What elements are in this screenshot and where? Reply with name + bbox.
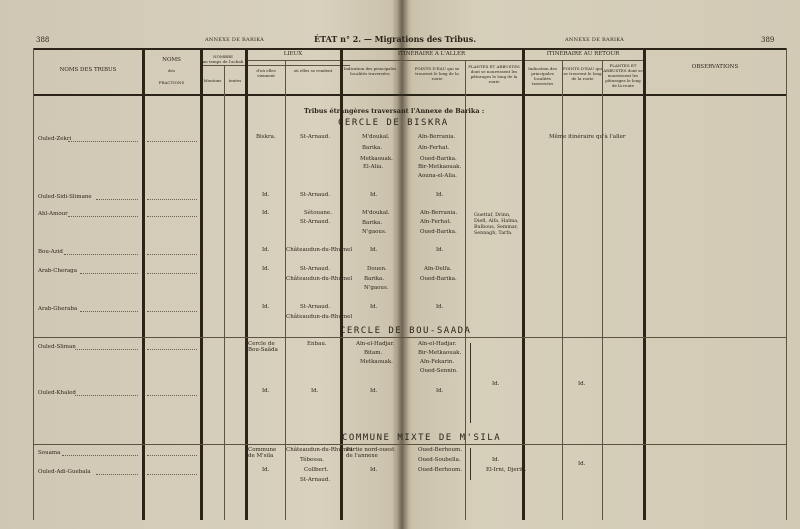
row-ouled-adi-guebala: Ouled-Adi-Guebala <box>38 469 91 475</box>
rule <box>786 48 787 520</box>
leader-dots <box>147 455 197 456</box>
cell-el-alia: El-Alia. <box>363 164 384 170</box>
row-arab-gheraba: Arab-Gheraba <box>38 306 78 312</box>
cell-tebessa: Tébessa. <box>300 457 324 463</box>
retour-subrule <box>525 60 645 61</box>
rule <box>465 60 466 520</box>
cell-chateaudun: Châteaudun-du-Rhumel <box>286 447 353 453</box>
brace <box>470 343 471 423</box>
cell-chateaudun: Châteaudun-du-Rhumel <box>286 276 353 282</box>
col-itineraire-aller: ITINÉRAIRE A L'ALLER <box>397 51 466 57</box>
cell-ngaous: N'gaous. <box>364 285 389 291</box>
col-retour-plantes: PLANTES ET ARBUSTES dont se nourrissent les pâturages le long de la route <box>603 63 643 88</box>
cell-id: Id. <box>436 247 444 253</box>
rule <box>33 48 34 520</box>
row-ouled-khaled: Ouled-Khaled <box>38 390 76 396</box>
cell-id: Id. <box>370 247 378 253</box>
cell-oued-barika: Oued-Barika. <box>420 229 457 235</box>
cell-chateaudun: Châteaudun-du-Rhumel <box>286 247 353 253</box>
cell-id: Id. <box>262 247 270 253</box>
col-tentes: tentes <box>228 78 242 83</box>
cell-aouna-el-alia: Aouna-el-Alia. <box>418 173 457 179</box>
rule <box>522 48 525 520</box>
row-ahl-amour: Ahl-Amour <box>38 211 68 217</box>
leader-dots <box>147 216 197 217</box>
col-retour-points: POINTS D'EAU qui se trouvent le long de la route <box>563 66 602 81</box>
row-bou-azid: Bou-Azid <box>38 249 63 255</box>
cell-oued-barika: Oued-Barika. <box>420 156 457 162</box>
cell-bir-metkaouak: Bir-Metkaouak. <box>418 350 462 356</box>
cell-id: Id. <box>311 388 319 394</box>
leader-dots <box>62 455 138 456</box>
cell-id: Id. <box>492 457 500 463</box>
cell-partie-nord: Partie nord-ouest de l'annexe <box>346 447 395 459</box>
cell-id: Id. <box>436 192 444 198</box>
leader-dots <box>147 349 197 350</box>
leader-dots <box>68 216 138 217</box>
nombre-subrule <box>200 65 350 66</box>
cell-ain-el-hadjar-2: Aïn-el-Hadjar. <box>418 341 457 347</box>
cell-id: Id. <box>262 304 270 310</box>
brace <box>470 448 471 480</box>
cell-el-irni: El-Irni, Djeriil. <box>486 467 527 473</box>
rule <box>142 48 145 520</box>
cell-id: Id. <box>370 467 378 473</box>
cell-enbau: Enbau. <box>307 341 327 347</box>
banner-cercle-biskra: CERCLE DE BISKRA <box>338 118 449 128</box>
row-souama: Souama <box>38 450 61 456</box>
leader-dots <box>147 474 197 475</box>
col-noms-tribus: NOMS DES TRIBUS <box>59 67 117 73</box>
cell-st-arnaud: St-Arnaud. <box>300 304 331 310</box>
cell-biskra: Biskra. <box>256 134 276 140</box>
cell-ain-berrania: Aïn-Berrania. <box>420 210 458 216</box>
section-title: Tribus étrangères traversant l'Annexe de Barika : <box>304 107 485 115</box>
cell-id: Id. <box>262 388 270 394</box>
table-top-rule <box>33 48 786 50</box>
cell-metkaouak: Metkaouak. <box>360 359 393 365</box>
section-rule <box>33 337 786 338</box>
col-lieux-from: d'où elles viennent <box>256 68 276 78</box>
leader-dots <box>147 199 197 200</box>
cell-ain-fekarin: Aïn-Fekarin. <box>420 359 455 365</box>
cell-oued-sennin: Oued-Sennin. <box>420 368 458 374</box>
cell-meme-itineraire: Même itinéraire qu'à l'aller <box>549 134 626 140</box>
cell-ain-ferhat: Aïn-Ferhat. <box>418 145 450 151</box>
aller-subrule <box>340 60 525 61</box>
col-plantes: PLANTES ET ARBUSTES dont se nourrissent les pâturages le long de la route <box>468 64 520 84</box>
rule <box>200 48 203 520</box>
leader-dots <box>96 474 138 475</box>
col-moutons: Moutons <box>203 78 222 83</box>
col-itineraire-retour: ITINÉRAIRE AU RETOUR <box>546 51 620 57</box>
col-observations: OBSERVATIONS <box>691 64 739 70</box>
cell-ain-ferhat: Aïn-Ferhat. <box>420 219 452 225</box>
cell-st-arnaud: St-Arnaud. <box>300 134 331 140</box>
cell-ain-berrania: Aïn-Berrania. <box>418 134 456 140</box>
cell-chateaudun: Châteaudun-du-Rhumel <box>286 314 353 320</box>
col-noms-fractions-3: FRACTIONS <box>158 80 185 85</box>
cell-oued-barika: Oued-Barika. <box>420 276 457 282</box>
cell-oued-berhoum: Oued-Berhoum. <box>418 467 462 473</box>
cell-barika: Barika. <box>362 220 383 226</box>
rule <box>224 65 225 520</box>
cell-oued-soubella: Oued-Soubella. <box>418 457 461 463</box>
cell-id: Id. <box>370 304 378 310</box>
cell-commune-msila: Commune de M'sila <box>248 447 277 459</box>
leader-dots <box>75 395 138 396</box>
cell-id: Id. <box>436 388 444 394</box>
cell-oued-berhoum: Oued-Berhoum. <box>418 447 462 453</box>
cell-douen: Douen. <box>367 266 387 272</box>
leader-dots <box>75 349 138 350</box>
cell-id: Id. <box>262 266 270 272</box>
col-lieux: LIEUX <box>283 51 303 57</box>
lieux-subrule <box>245 60 351 61</box>
leader-dots <box>80 273 138 274</box>
cell-st-arnaud: St-Arnaud. <box>300 219 331 225</box>
col-points-eau: POINTS D'EAU qui se trouvent le long de la route <box>414 66 460 81</box>
cell-st-arnaud: St-Arnaud. <box>300 477 331 483</box>
cell-barika: Barika. <box>362 145 383 151</box>
banner-commune-msila: COMMUNE MIXTE DE M'SILA <box>342 433 502 443</box>
cell-st-arnaud: St-Arnaud. <box>300 192 331 198</box>
cell-id: Id. <box>436 304 444 310</box>
cell-id: Id. <box>262 210 270 216</box>
cell-barika: Barika. <box>364 276 385 282</box>
left-page-number: 388 <box>36 36 50 44</box>
right-page-number: 389 <box>761 36 775 44</box>
leader-dots <box>147 395 197 396</box>
cell-mdoukal: M'doukal. <box>362 210 390 216</box>
cell-collbert: Collbert. <box>304 467 329 473</box>
cell-id: Id. <box>492 381 500 387</box>
leader-dots <box>64 254 138 255</box>
leader-dots <box>147 141 197 142</box>
cell-id: Id. <box>262 467 270 473</box>
cell-mdoukal: M'doukal. <box>362 134 390 140</box>
cell-st-arnaud: St-Arnaud. <box>300 266 331 272</box>
col-noms-fractions-2: des <box>168 68 175 73</box>
cell-plantes-list: Guettaf, Drinn, Diefl, Alfa, Halma, Bulbous, Semmar, Sennagh, Tarfa. <box>474 213 519 236</box>
row-arab-cheraga: Arab-Cheraga <box>38 268 77 274</box>
banner-cercle-bou-saada: CERCLE DE BOU-SAADA <box>340 326 472 336</box>
rule <box>602 60 603 520</box>
col-indication: Indication des principales localités traversées <box>343 66 397 76</box>
cell-ain-el-hadjar: Aïn-el-Hadjar. <box>356 341 395 347</box>
leader-dots <box>147 273 197 274</box>
col-lieux-to: où elles se rendent <box>293 68 333 73</box>
leader-dots <box>96 199 138 200</box>
col-retour-indication: Indication des principales localités traversées <box>528 66 557 86</box>
rule <box>562 60 563 520</box>
leader-dots <box>80 311 138 312</box>
book-gutter <box>396 0 408 529</box>
right-running-head: ANNEXE DE BARIKA <box>565 37 625 43</box>
row-ouled-sliman: Ouled-Sliman <box>38 344 76 350</box>
leader-dots <box>147 254 197 255</box>
cell-metkaouak: Metkaouak. <box>360 156 393 162</box>
cell-id: Id. <box>370 388 378 394</box>
cell-id: Id. <box>262 192 270 198</box>
leader-dots <box>147 311 197 312</box>
cell-id: Id. <box>578 461 586 467</box>
leader-dots <box>68 141 138 142</box>
col-noms-fractions-1: NOMS <box>162 57 181 63</box>
row-ouled-sidi-slimane: Ouled-Sidi-Slimane <box>38 194 92 200</box>
cell-cercle-bou-saada: Cercle de Bou-Saâda <box>248 341 278 353</box>
cell-id: Id. <box>578 381 586 387</box>
table-title: ÉTAT n° 2. — Migrations des Tribus. <box>314 34 477 44</box>
cell-id: Id. <box>370 192 378 198</box>
cell-ain-delfa: Aïn-Delfa. <box>424 266 452 272</box>
left-running-head: ANNEXE DE BARIKA <box>205 37 265 43</box>
rule <box>643 48 646 520</box>
row-ouled-zekri: Ouled-Zekri <box>38 136 72 142</box>
cell-bitam: Bitam. <box>364 350 383 356</box>
header-bottom-rule <box>33 94 786 96</box>
section-rule <box>33 444 786 445</box>
col-nombre: NOMBRE <box>213 54 233 59</box>
cell-bir-metkaouak: Bir-Metkaouak. <box>418 164 462 170</box>
cell-ngaous: N'gaous. <box>362 229 387 235</box>
col-nombre-sub: au temps de l'achab <box>202 59 244 64</box>
cell-setouane: Sétouane. <box>304 210 332 216</box>
